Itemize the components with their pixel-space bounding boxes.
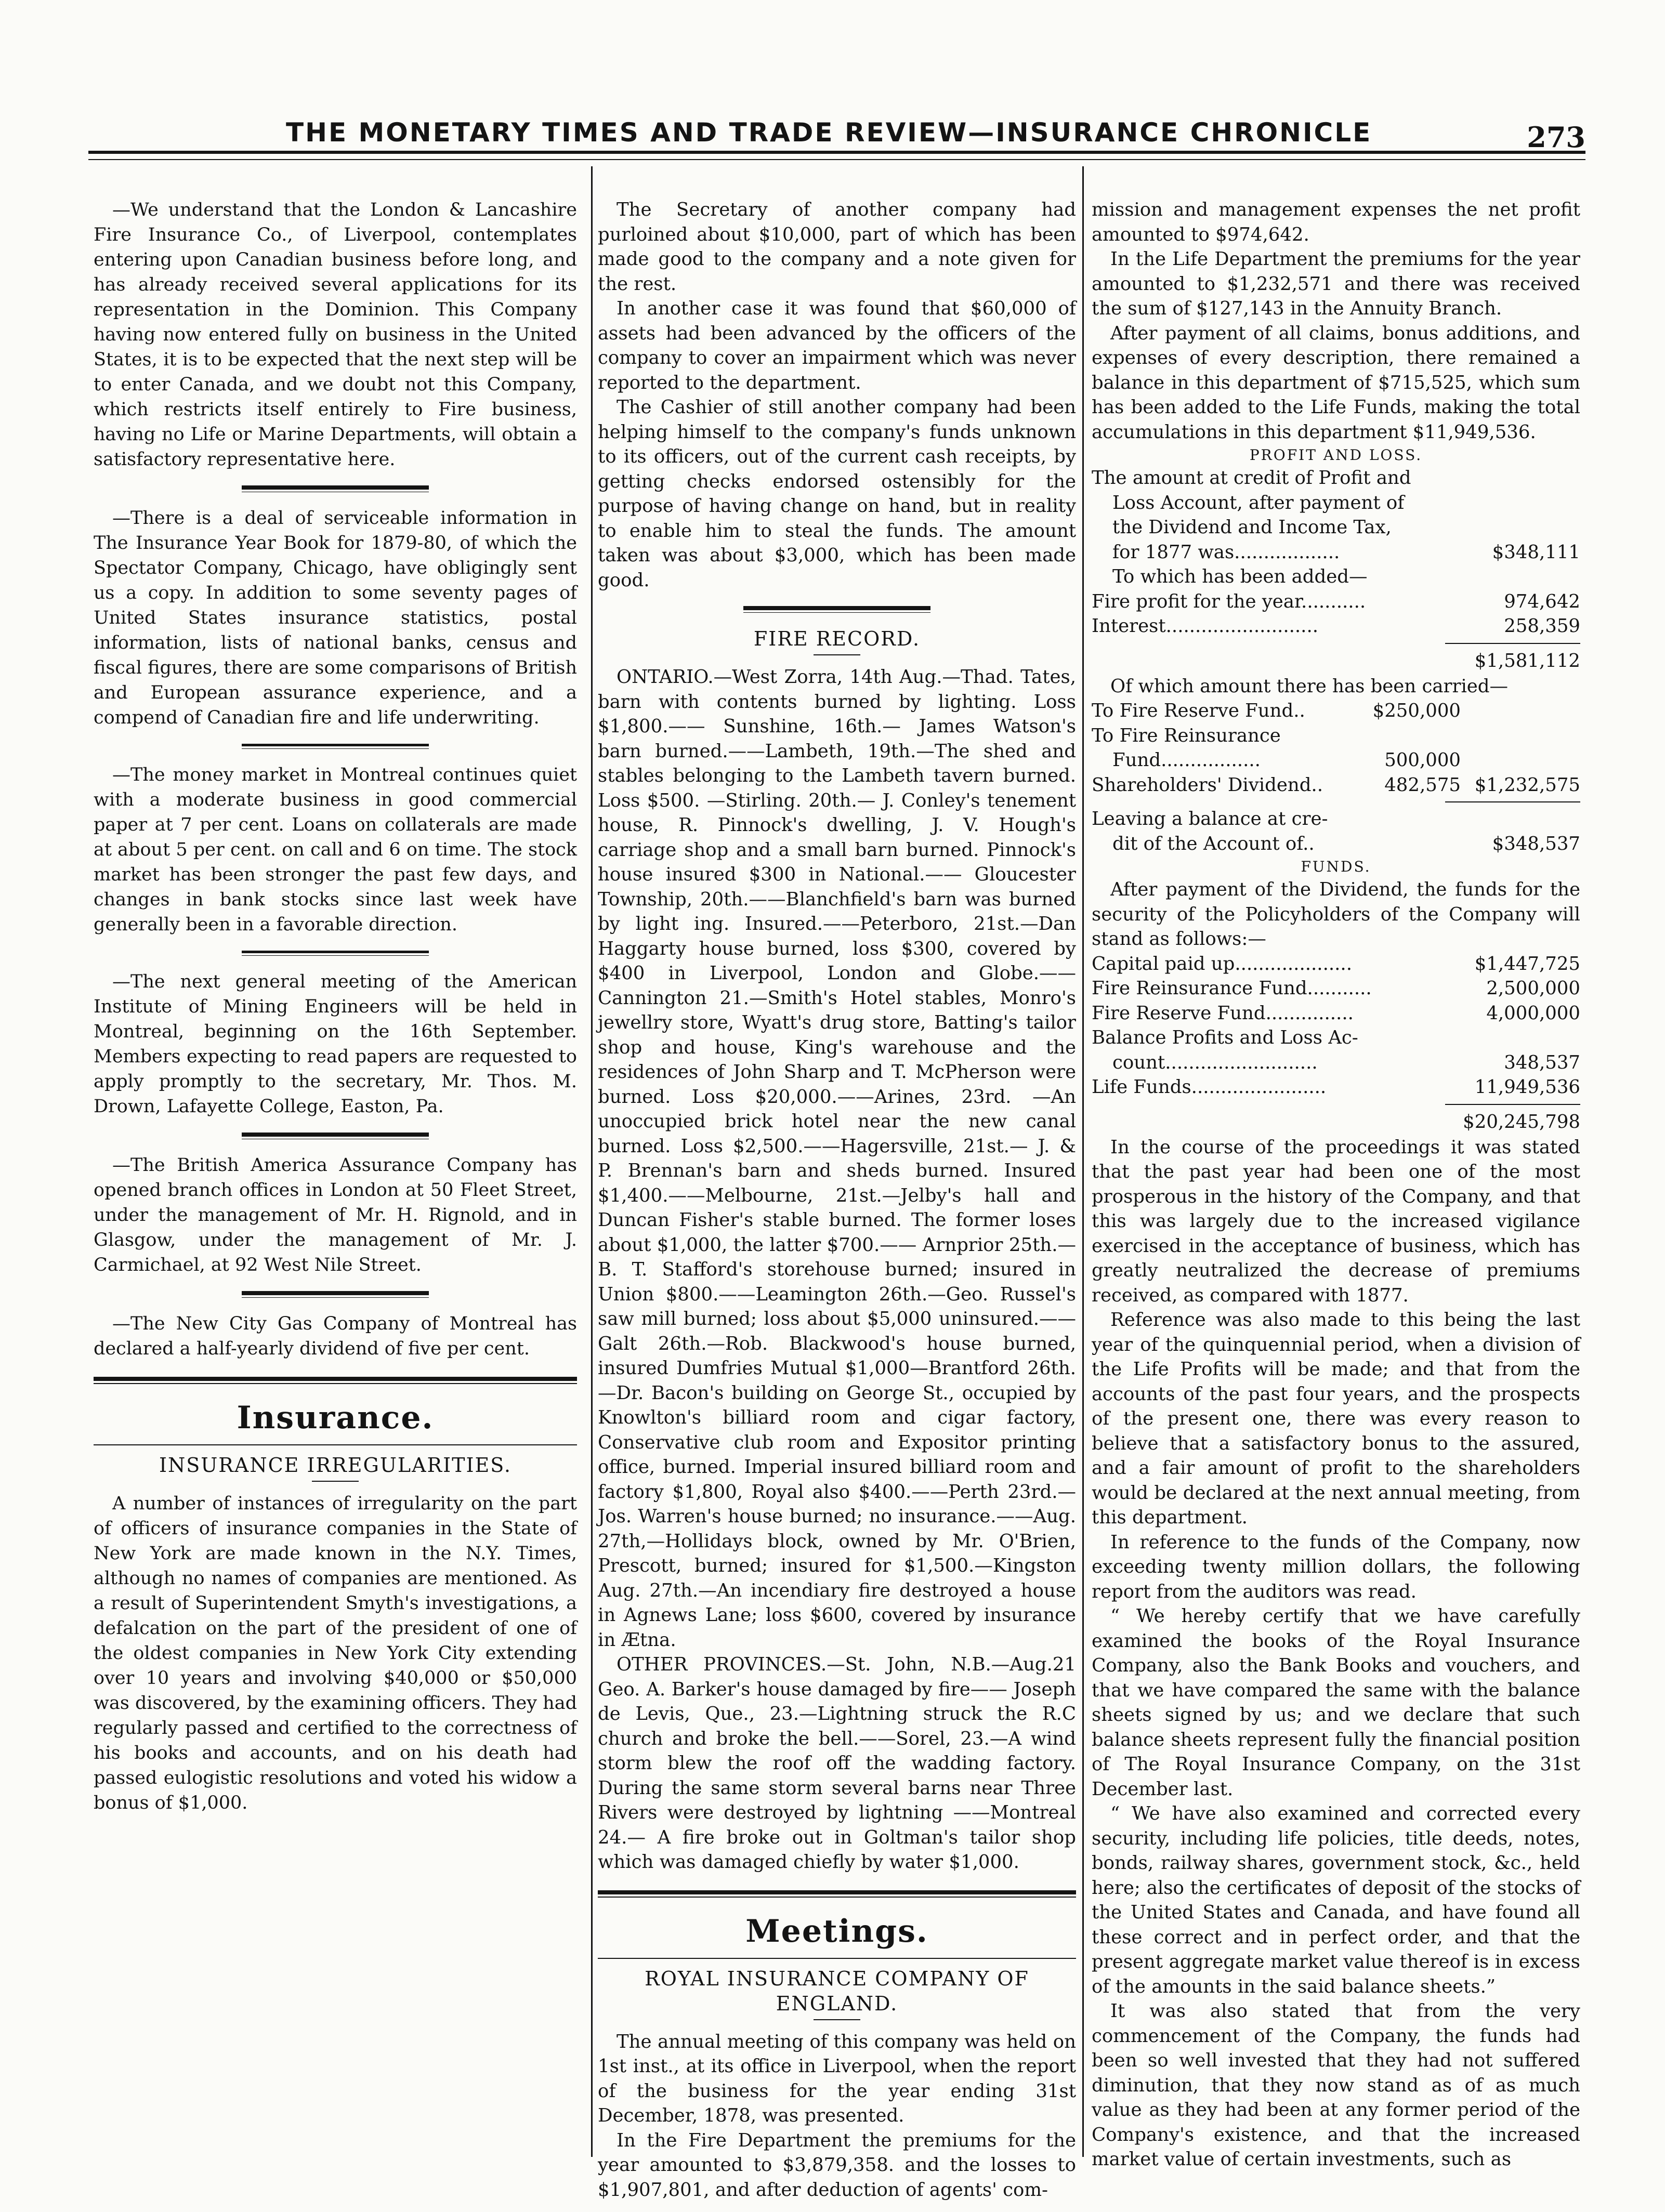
header-rule — [88, 151, 1585, 154]
pl-carried-value: 482,575 — [1384, 774, 1461, 796]
funds-label: Balance Profits and Loss Ac- — [1092, 1027, 1358, 1048]
pl-intro-2: Loss Account, after payment of — [1112, 492, 1405, 514]
section-underline — [598, 1958, 1076, 1959]
funds-total: $20,245,798 — [1463, 1111, 1580, 1133]
title-rule — [312, 1481, 359, 1482]
funds-value: $1,447,725 — [1474, 953, 1580, 975]
section-title-insurance: Insurance. — [237, 1400, 434, 1436]
funds-value: 348,537 — [1504, 1051, 1580, 1073]
pl-row-value: 974,642 — [1504, 590, 1580, 612]
item-city-gas: —The New City Gas Company of Montreal has declared a half-yearly dividend of five per cent. — [94, 1313, 577, 1359]
royal-quinquennial: Reference was also made to this being the last year of the quinquennial period, when a division of the Life Profits will be made; and that from the accounts of the past four years, and the prospects of the present one, there was every reason to believe that a satisfactory bonus to the assured, and a fair amount of profit to the shareholders would be declared at the next annual meeting, from this department. — [1092, 1309, 1580, 1528]
article-irregularities-body: A number of instances of irregularity on the part of officers of insurance companies in the State of New York are made known in the N.Y. Times, although no names of companies are mentioned. As a result of Superintendent Smyth's investigations, a defalcation on the part of the president of one of the oldest companies in New York City extending over 10 years and involving $40,000 or $50,000 was discovered, by the examining officers. They had regularly passed and certified to the correctness of his books and accounts, and on his death had passed eulogistic resolutions and voted his widow a bonus of $1,000. — [94, 1493, 577, 1813]
article-title-royal-insurance: ROYAL INSURANCE COMPANY OF ENGLAND. — [645, 1967, 1029, 2015]
pl-carried-row — [1092, 748, 1580, 773]
pl-balance-line — [1092, 807, 1580, 832]
pl-carried-row — [1092, 723, 1580, 748]
article-assets-advanced: In another case it was found that $60,000 of assets had been advanced by the officers of the company to cover an impairment which was never reported to the department. — [598, 298, 1076, 393]
pl-row-value: 258,359 — [1504, 615, 1580, 637]
column-2 — [598, 198, 1076, 2202]
pl-row-label: Interest.......................... — [1092, 615, 1319, 637]
funds-row — [1092, 1050, 1580, 1075]
pl-carried-label: To Fire Reserve Fund.. — [1092, 700, 1305, 721]
funds-row — [1092, 1001, 1580, 1026]
pl-carried-total: $1,232,575 — [1474, 774, 1580, 796]
pl-balance-1: Leaving a balance at cre- — [1092, 808, 1328, 830]
royal-net-profit: mission and management expenses the net profit amounted to $974,642. — [1092, 199, 1580, 245]
article-cashier: The Cashier of still another company had been helping himself to the company's funds unknown to its officers, out of the current cash receipts, by getting checks endorsed ostensibly for the purpose of having change on hand, but in reality to enable him to steal the funds. The amount taken was about $3,000, which has been made good. — [598, 397, 1076, 591]
pl-carried-label: Shareholders' Dividend.. — [1092, 774, 1323, 796]
pl-row — [1092, 614, 1580, 639]
funds-row — [1092, 1025, 1580, 1050]
page-number: 273 — [1527, 121, 1585, 154]
fire-record-ontario: ONTARIO.—West Zorra, 14th Aug.—Thad. Tates, barn with contents burned by lighting. Loss $1,800.—— Sunshine, 16th.— James Watson's barn burned.——Lambeth, 19th.—The shed and stables belonging to the Lambeth tavern burned. Loss $500. —Stirling. 20th.— J. Conley's tenement house, R. Pinnock's dwelling, J. V. Hough's carriage shop and a small barn burned. Pinnock's house insured $300 in National.—— Gloucester Township, 20th.——Blanchfield's barn was burned by light ing. Insured.——Peterboro, 21st.—Dan Haggarty house burned, loss $300, covered by $400 in Liverpool, London and Globe.——Cannington 21.—Smith's Hotel stables, Monro's jewellry store, Wyatt's drug store, Batting's tailor shop and house, King's warehouse and the residences of John Sharp and T. McPherson were burned. Loss $20,000.——Arines, 23rd. —An unoccupied brick hotel near the new canal burned. Loss $2,500.——Hagersville, 21st.— J. & P. Brennan's barn and sheds burned. Insured $1,400.——Melbourne, 21st.—Jelby's hall and Duncan Fisher's stable burned. The former loses about $1,000, the latter $700.—— Arnprior 25th.—B. T. Stafford's storehouse burned; insured in Union $800.——Leamington 26th.—Geo. Russel's saw mill burned; loss about $5,000 uninsured.——Galt 26th.—Rob. Blackwood's house burned, insured Dumfries Mutual $1,000—Brantford 26th.—Dr. Bacon's building on George St., occupied by Knowlton's billiard room and cigar factory, Conservative club room and Expositor printing office, burned. Imperial insured billiard room and factory $1,800, Royal also $400.——Perth 23rd.—Jos. Warren's house burned; no insurance.——Aug. 27th,—Hollidays block, owned by Mr. O'Brien, Prescott, burned; insured for $1,500.—Kingston Aug. 27th.—An incendiary fire destroyed a house in Agnews Lane; loss $600, covered by insurance in Ætna. — [598, 666, 1076, 1651]
column-rule-1 — [591, 166, 593, 2157]
item-british-america: —The British America Assurance Company has opened branch offices in London at 50 Fleet Street, under the management of Mr. H. Rignold, and in Glasgow, under the management of Mr. J. Carmichael, at 92 West Nile Street. — [94, 1155, 577, 1275]
item-divider — [242, 1133, 429, 1139]
sum-rule — [1445, 1104, 1580, 1105]
funds-label: count.......................... — [1112, 1051, 1318, 1073]
pl-carried-value: $250,000 — [1372, 700, 1461, 721]
funds-row — [1092, 976, 1580, 1001]
page-header — [88, 117, 1585, 154]
funds-label: Life Funds....................... — [1092, 1076, 1327, 1098]
pl-added: To which has been added— — [1112, 566, 1368, 587]
column-1 — [94, 198, 577, 1815]
pl-total: $1,581,112 — [1474, 650, 1580, 672]
royal-proceedings: In the course of the proceedings it was stated that the past year had been one of the most prosperous in the history of the Company, and that this was largely due to the increased vigilance exercised in the acceptance of business, which has greatly neutralized the decrease of premiums received, as compared with 1877. — [1092, 1136, 1580, 1306]
pl-row-value: $348,111 — [1492, 541, 1580, 563]
item-insurance-year-book: —There is a deal of serviceable information in The Insurance Year Book for 1879-80, of which the Spectator Company, Chicago, have obligingly sent us a copy. In addition to some seventy pages of United States insurance statistics, postal information, lists of national banks, census and fiscal figures, there are some comparisons of British and European assurance experience, and a compend of Canadian fire and life underwriting. — [94, 508, 577, 728]
pl-row-label: Fire profit for the year........... — [1092, 590, 1366, 612]
pl-balance-row — [1092, 832, 1580, 857]
royal-investments: It was also stated that from the very commencement of the Company, the funds had been so well invested that they had not suffered diminution, that they now stand as of as much value as they had been at any former period of the Company's existence, and that the increased market value of certain investments, such as — [1092, 2000, 1580, 2170]
pl-carried-label: To Fire Reinsurance — [1092, 725, 1281, 746]
funds-value: 11,949,536 — [1474, 1076, 1580, 1098]
pl-row — [1092, 540, 1580, 565]
column-rule-2 — [1082, 166, 1084, 2157]
pl-row-label: for 1877 was.................. — [1112, 541, 1340, 563]
funds-label: Fire Reserve Fund............... — [1092, 1002, 1354, 1024]
sum-rule — [1445, 801, 1580, 802]
item-divider — [242, 744, 429, 749]
royal-funds-reference: In reference to the funds of the Company, now exceeding twenty million dollars, the following report from the auditors was read. — [1092, 1531, 1580, 1602]
item-divider — [242, 1291, 429, 1298]
pl-carried-row — [1092, 773, 1580, 798]
item-mining-engineers: —The next general meeting of the American Institute of Mining Engineers will be held in Montreal, beginning on the 16th September. Members expecting to read papers are requested to apply promptly to the secretary, Mr. Thos. M. Drown, Lafayette College, Easton, Pa. — [94, 971, 577, 1117]
title-rule — [814, 2019, 860, 2020]
article-secretary: The Secretary of another company had purloined about $10,000, part of which has been made good to the company and a note given for the rest. — [598, 199, 1076, 295]
section-title-meetings: Meetings. — [745, 1913, 928, 1950]
pl-carried-row — [1092, 699, 1580, 723]
section-rule — [94, 1377, 577, 1384]
fire-record-other-provinces: OTHER PROVINCES.—St. John, N.B.—Aug.21 Geo. A. Barker's house damaged by fire—— Joseph de Levis, Que., 23.—Lightning struck the R.C church and broke the bell.——Sorel, 23.—A wind storm blew the roof off the wadding factory. During the same storm several barns near Three Rivers were destroyed by lightning ——Montreal 24.— A fire broke out in Goltman's tailor shop which was damaged chiefly by water $1,000. — [598, 1654, 1076, 1873]
funds-row — [1092, 1075, 1580, 1100]
pl-balance-label: dit of the Account of.. — [1112, 833, 1315, 854]
item-money-market: —The money market in Montreal continues quiet with a moderate business in good commercial paper at 7 per cent. Loans on collaterals are made at about 5 per cent. on call and 6 on time. The stock market has been stronger the past few days, and changes in bank stocks since last week have generally been in a favorable direction. — [94, 765, 577, 935]
header-rule-thin — [88, 159, 1585, 160]
article-title-irregularities: INSURANCE IRREGULARITIES. — [159, 1454, 512, 1477]
auditors-certificate-2: “ We have also examined and corrected every security, including life policies, title deeds, notes, bonds, railway shares, government stock, &c., held here; also the certificates of deposit of the stocks of the United States and Canada, and have found all these correct and in perfect order, and that the present aggregate market value thereof is in excess of the amounts in the said balance sheets.” — [1092, 1803, 1580, 1997]
pl-intro-3: the Dividend and Income Tax, — [1112, 517, 1392, 538]
royal-annual-meeting: The annual meeting of this company was held on 1st inst., at its office in Liverpool, when the report of the business for the year ending 31st December, 1878, was presented. — [598, 2031, 1076, 2126]
funds-value: 2,500,000 — [1486, 978, 1580, 999]
pl-intro-line — [1092, 515, 1580, 540]
funds-label: Fire Reinsurance Fund........... — [1092, 978, 1372, 999]
funds-label: Capital paid up.................... — [1092, 953, 1353, 975]
pl-carried-value: 500,000 — [1384, 749, 1461, 771]
title-rule — [814, 654, 860, 655]
royal-life-department: In the Life Department the premiums for the year amounted to $1,232,571 and there was received the sum of $127,143 in the Annuity Branch. — [1092, 248, 1580, 319]
funds-row — [1092, 952, 1580, 977]
pl-carried: Of which amount there has been carried— — [1110, 675, 1509, 697]
pl-carried-label: Fund................. — [1112, 749, 1261, 771]
funds-value: 4,000,000 — [1486, 1002, 1580, 1024]
pl-added-line — [1092, 564, 1580, 589]
item-divider — [242, 951, 429, 956]
profit-loss-title: PROFIT AND LOSS. — [1249, 446, 1423, 464]
pl-balance-value: $348,537 — [1492, 833, 1580, 854]
royal-balance: After payment of all claims, bonus additions, and expenses of every description, there remained a balance in this department of $715,525, which sum has been added to the Life Funds, making the total accumulations in this department $11,949,536. — [1092, 322, 1580, 443]
item-london-lancashire: —We understand that the London & Lancashire Fire Insurance Co., of Liverpool, contemplates entering upon Canadian business before long, and has already received several applications for its representation in the Dominion. This Company having now entered fully on business in the United States, it is to be expected that the next step will be to enter Canada, and we doubt not this Company, which restricts itself entirely to Fire business, having no Life or Marine Departments, will obtain a satisfactory representative here. — [94, 200, 577, 470]
pl-row — [1092, 589, 1580, 614]
pl-intro-line — [1092, 491, 1580, 516]
pl-intro-line — [1092, 466, 1580, 491]
pl-intro-1: The amount at credit of Profit and — [1092, 467, 1411, 489]
section-rule — [598, 1890, 1076, 1898]
item-divider — [242, 485, 429, 492]
funds-title: FUNDS. — [1301, 858, 1371, 875]
page-title: THE MONETARY TIMES AND TRADE REVIEW—INSURANCE CHRONICLE — [286, 117, 1372, 148]
column-3 — [1092, 198, 1580, 2172]
sum-rule — [1445, 643, 1580, 644]
item-divider — [743, 606, 930, 613]
section-underline — [94, 1444, 577, 1445]
royal-fire-department: In the Fire Department the premiums for the year amounted to $3,879,358. and the losses to $1,907,801, and after deduction of agents' com- — [598, 2129, 1076, 2201]
funds-intro: After payment of the Dividend, the funds for the security of the Policyholders of the Company will stand as follows:— — [1092, 879, 1580, 950]
fire-record-title: FIRE RECORD. — [753, 627, 921, 650]
auditors-certificate-1: “ We hereby certify that we have carefully examined the books of the Royal Insurance Company, also the Bank Books and vouchers, and that we have compared the same with the balance sheets signed by us; and we declare that such balance sheets represent fully the financial position of The Royal Insurance Company, on the 31st December last. — [1092, 1605, 1580, 1800]
